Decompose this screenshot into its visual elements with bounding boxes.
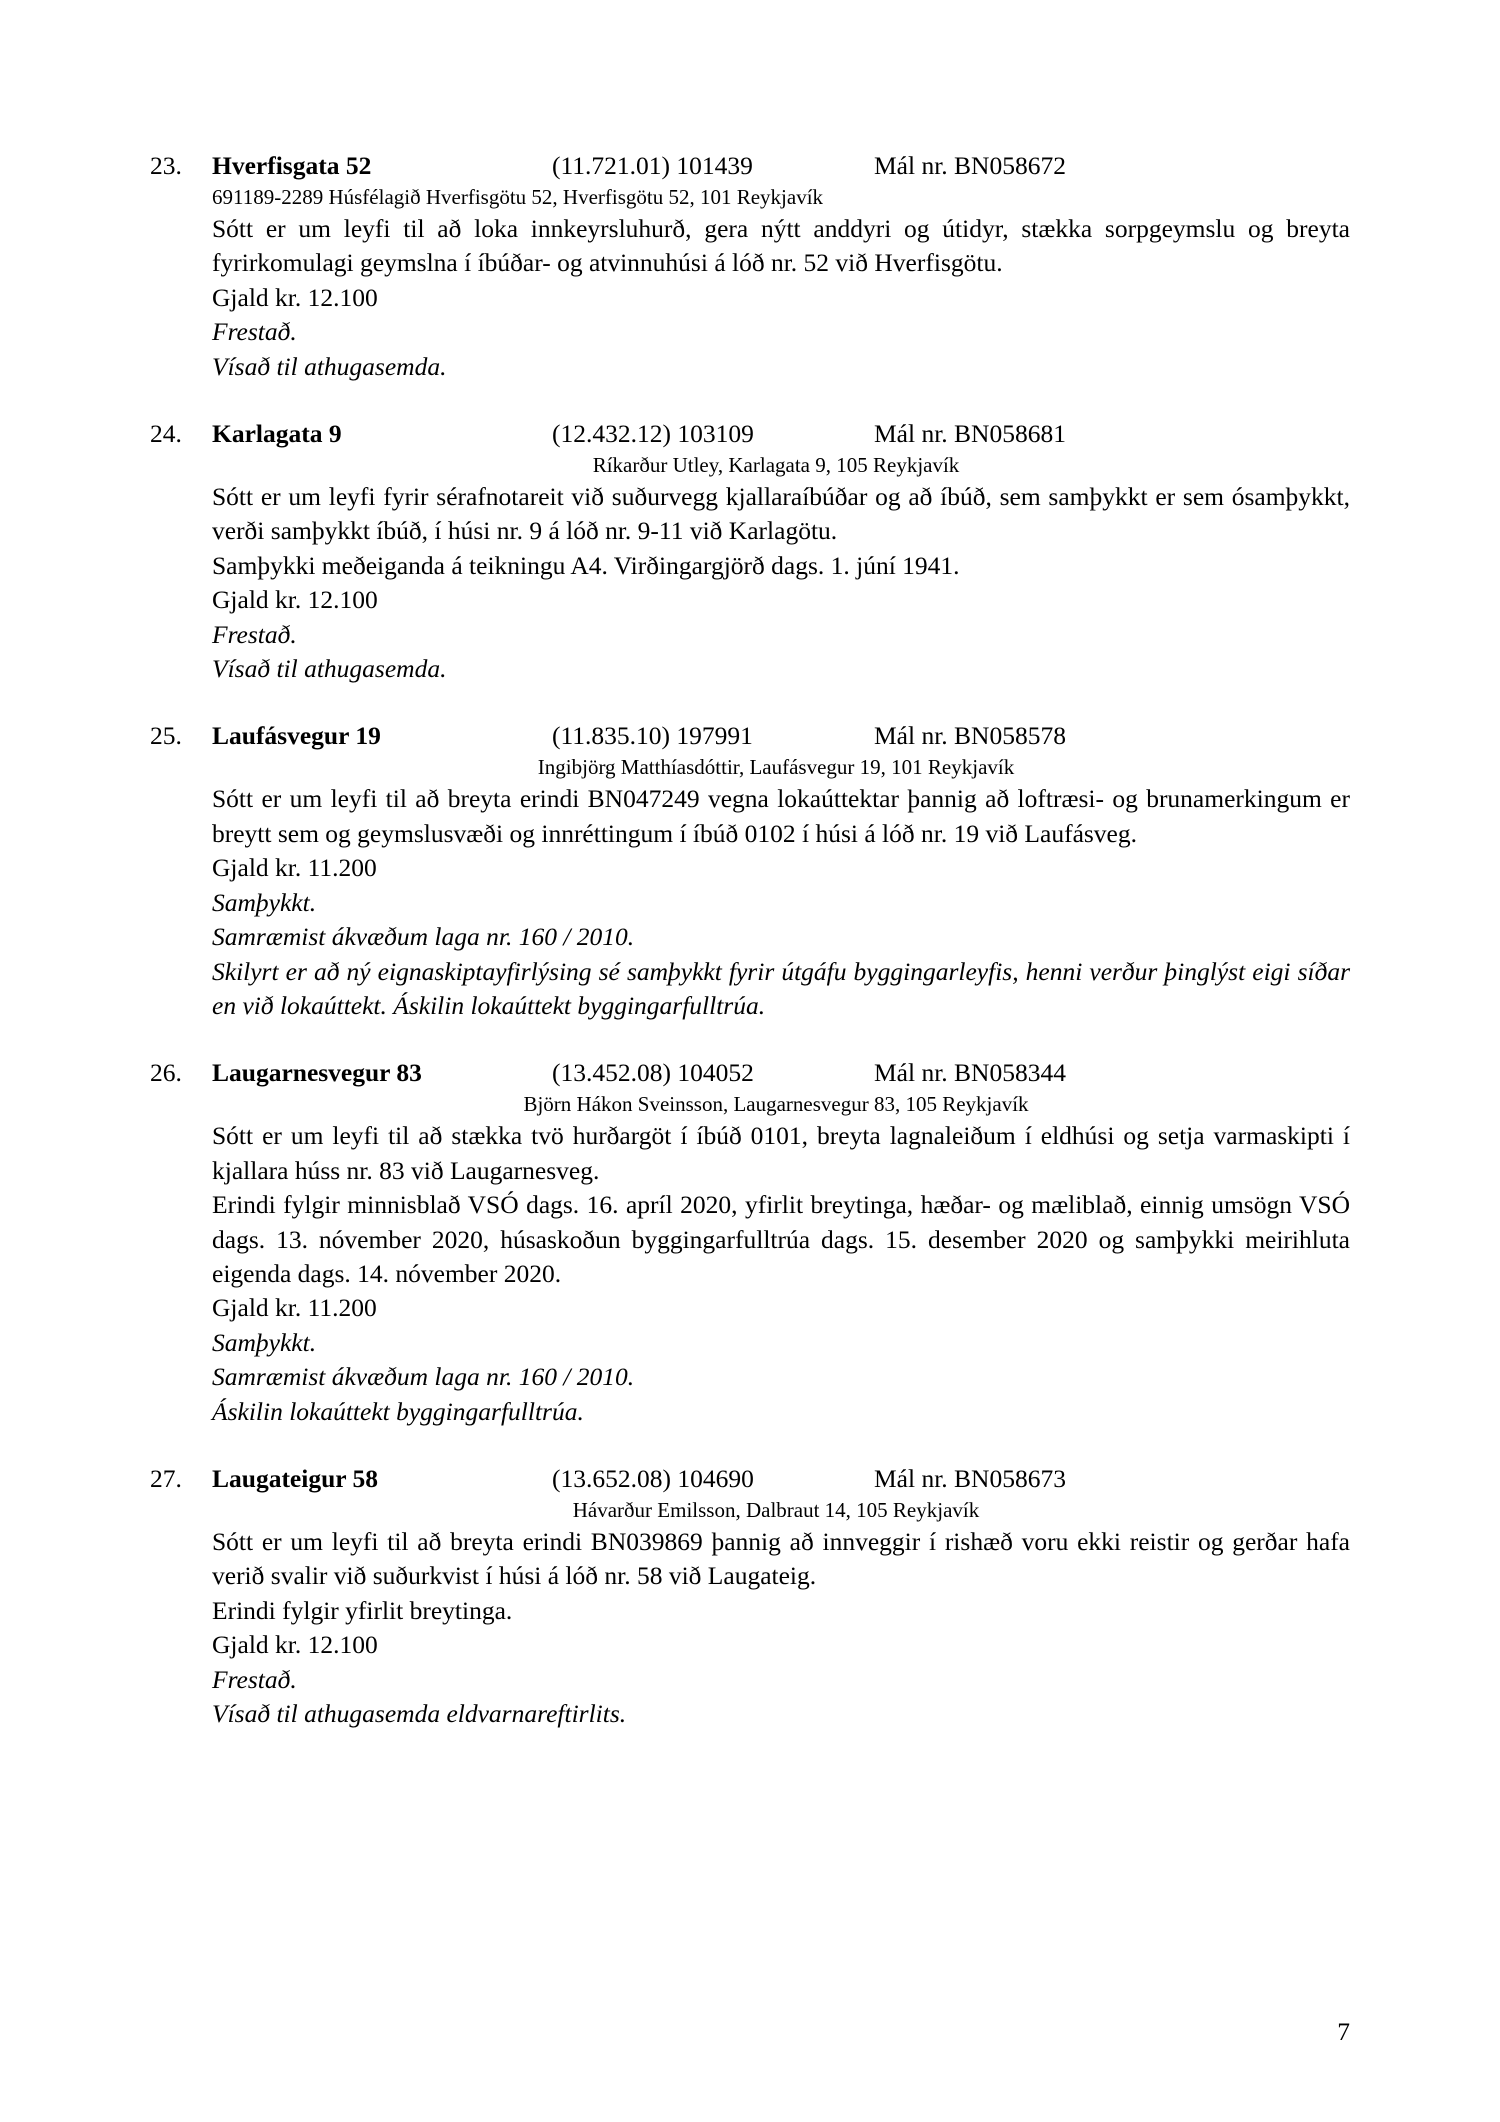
entry-body-line: Sótt er um leyfi til að loka innkeyrsluhurð, gera nýtt anddyri og útidyr, stækka sorpgeymslu og breyta fyrirkomulagi geymslna í íbúðar- og atvinnuhúsi á lóð nr. 52 við Hverfisgötu. — [212, 213, 1350, 278]
entry-body-line: Samþykkt. — [212, 1327, 317, 1357]
entry-address: Hverfisgata 52 — [212, 151, 372, 180]
entry-body — [212, 782, 1350, 1023]
entry-body-line: Áskilin lokaúttekt byggingarfulltrúa. — [212, 1396, 584, 1426]
entry-owner: Ríkarður Utley, Karlagata 9, 105 Reykjavík — [592, 452, 960, 477]
entry-header — [150, 418, 1350, 451]
entry-body — [212, 480, 1350, 687]
entry-land-number: (13.652.08) 104690 — [552, 1464, 754, 1494]
entry-list — [150, 150, 1350, 1732]
entry-body-line: Samþykki meðeiganda á teikningu A4. Virðingargjörð dags. 1. júní 1941. — [212, 550, 960, 580]
entry-land-number: (11.835.10) 197991 — [552, 721, 753, 751]
entry-body-line: Gjald kr. 12.100 — [212, 585, 378, 615]
entry-land-number: (11.721.01) 101439 — [552, 151, 753, 180]
entry-body-line: Samþykkt. — [212, 887, 317, 917]
entry-body-line: Frestað. — [212, 1664, 297, 1694]
entry-body-line: Gjald kr. 12.100 — [212, 1630, 378, 1660]
entry-case-number: Mál nr. BN058578 — [874, 721, 1066, 751]
entry-body-line: Erindi fylgir minnisblað VSÓ dags. 16. apríl 2020, yfirlit breytinga, hæðar- og mæliblað, einnig umsögn VSÓ dags. 13. nóvember 2020, húsaskoðun byggingarfulltrúa dags. 15. desember 2020 og samþykki meirihluta eigenda dags. 14. nóvember 2020. — [212, 1190, 1350, 1288]
entry-address: Laugateigur 58 — [212, 1464, 378, 1494]
entry-number: 25. — [150, 721, 182, 751]
entry-owner: Björn Hákon Sveinsson, Laugarnesvegur 83, 105 Reykjavík — [523, 1091, 1029, 1116]
entry-number: 24. — [150, 419, 182, 449]
entry-case-number: Mál nr. BN058344 — [874, 1058, 1066, 1088]
entry-body-line: Sótt er um leyfi til að breyta erindi BN047249 vegna lokaúttektar þannig að loftræsi- og brunamerkingum er breytt sem og geymslusvæði og innréttingum í íbúð 0102 í húsi á lóð nr. 19 við Laufásveg. — [212, 784, 1350, 848]
entry-body-line: Samræmist ákvæðum laga nr. 160 / 2010. — [212, 922, 635, 952]
entry-body-line: Skilyrt er að ný eignaskiptayfirlýsing sé samþykkt fyrir útgáfu byggingarleyfis, henni verður þinglýst eigi síðar en við lokaúttekt. Áskilin lokaúttekt byggingarfulltrúa. — [212, 956, 1350, 1020]
entry-body-line: Erindi fylgir yfirlit breytinga. — [212, 1595, 513, 1625]
entry-body-line: Frestað. — [212, 317, 297, 347]
entry-body-line: Frestað. — [212, 619, 297, 649]
entry-body-line: Vísað til athugasemda. — [212, 654, 447, 684]
entry-number: 26. — [150, 1058, 182, 1088]
entry-body-line: Sótt er um leyfi til að breyta erindi BN039869 þannig að innveggir í rishæð voru ekki reistir og gerðar hafa verið svalir við suðurkvist í húsi á lóð nr. 58 við Laugateig. — [212, 1527, 1350, 1591]
entry-body-line: Sótt er um leyfi fyrir sérafnotareit við suðurvegg kjallaraíbúðar og að íbúð, sem samþykkt er sem ósamþykkt, verði samþykkt íbúð, í húsi nr. 9 á lóð nr. 9-11 við Karlagötu. — [212, 481, 1350, 546]
entry-owner: Ingibjörg Matthíasdóttir, Laufásvegur 19, 101 Reykjavík — [537, 755, 1015, 780]
entry-header — [150, 150, 1350, 183]
entry-case-number: Mál nr. BN058681 — [874, 419, 1066, 449]
entry-number: 23. — [150, 151, 182, 180]
agenda-entry — [150, 1463, 1350, 1731]
entry-body-line: Samræmist ákvæðum laga nr. 160 / 2010. — [212, 1362, 635, 1392]
entry-header — [150, 1463, 1350, 1496]
entry-body-line: Gjald kr. 11.200 — [212, 1293, 377, 1323]
agenda-entry — [150, 720, 1350, 1023]
entry-address: Laugarnesvegur 83 — [212, 1058, 422, 1088]
entry-body — [212, 1525, 1350, 1732]
entry-number: 27. — [150, 1464, 182, 1494]
entry-body — [212, 212, 1350, 384]
entry-land-number: (12.432.12) 103109 — [552, 419, 754, 449]
entry-case-number: Mál nr. BN058672 — [874, 151, 1066, 180]
entry-body-line: Sótt er um leyfi til að stækka tvö hurðargöt í íbúð 0101, breyta lagnaleiðum í eldhúsi og setja varmaskipti í kjallara húss nr. 83 við Laugarnesveg. — [212, 1121, 1350, 1185]
agenda-entry — [150, 1057, 1350, 1429]
entry-land-number: (13.452.08) 104052 — [552, 1058, 754, 1088]
entry-body — [212, 1119, 1350, 1429]
entry-address: Karlagata 9 — [212, 419, 342, 449]
agenda-entry — [150, 150, 1350, 384]
entry-owner: Hávarður Emilsson, Dalbraut 14, 105 Reykjavík — [572, 1497, 980, 1522]
entry-body-line: Gjald kr. 11.200 — [212, 853, 377, 883]
entry-header — [150, 720, 1350, 753]
agenda-entry — [150, 418, 1350, 686]
entry-case-number: Mál nr. BN058673 — [874, 1464, 1066, 1494]
entry-owner: 691189-2289 Húsfélagið Hverfisgötu 52, Hverfisgötu 52, 101 Reykjavík — [212, 184, 824, 209]
entry-header — [150, 1057, 1350, 1090]
entry-address: Laufásvegur 19 — [212, 721, 381, 751]
entry-body-line: Vísað til athugasemda. — [212, 351, 447, 381]
entry-body-line: Vísað til athugasemda eldvarnareftirlits. — [212, 1699, 627, 1729]
entry-body-line: Gjald kr. 12.100 — [212, 282, 378, 312]
page-number: 7 — [1337, 2017, 1350, 2046]
